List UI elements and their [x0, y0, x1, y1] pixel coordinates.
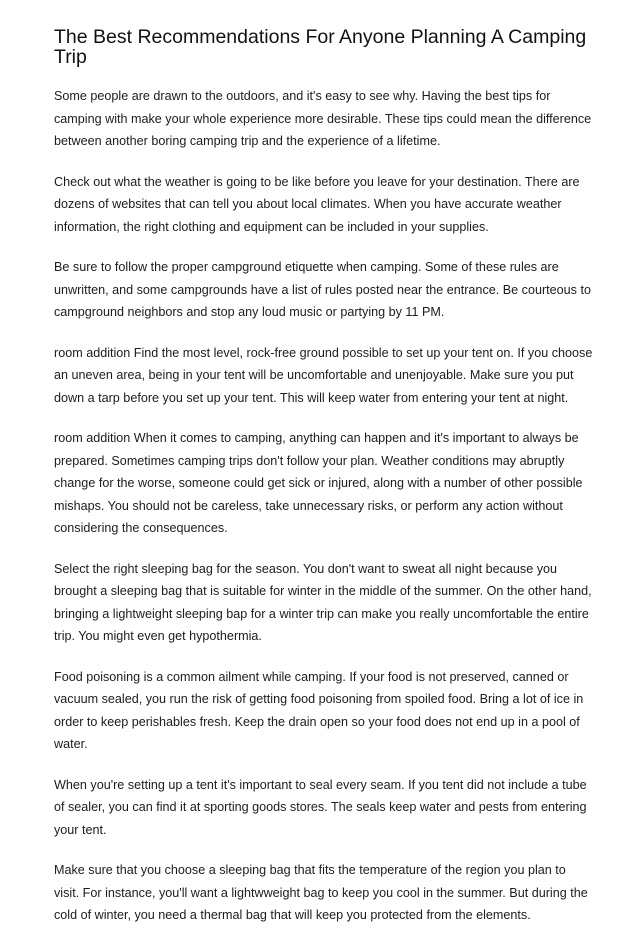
document-title: The Best Recommendations For Anyone Planning A Camping Trip [54, 26, 587, 68]
paragraph-tent-ground: room addition Find the most level, rock-free ground possible to set up your tent on. If you choose an uneven area, being in your tent will be uncomfortable and unenjoyable. Make sure you put down a tarp before you set up your tent. This will keep water from entering your tent at night. [54, 345, 593, 405]
paragraph-be-prepared: room addition When it comes to camping, anything can happen and it's important to always be prepared. Sometimes camping trips don't follow your plan. Weather conditions may abruptly change for the worse, someone could get sick or injured, along with a number of other possible mishaps. You should not be careless, take unnecessary risks, or perform any action without considering the consequences. [54, 431, 583, 535]
paragraph-tent-seams: When you're setting up a tent it's important to seal every seam. If you tent did not include a tube of sealer, you can find it at sporting goods stores. The seals keep water and pests from entering your tent. [54, 777, 587, 837]
document-page [54, 27, 594, 945]
paragraph-sleeping-bag-temperature: Make sure that you choose a sleeping bag that fits the temperature of the region you plan to visit. For instance, you'll want a lightwweight bag to keep you cool in the summer. But during the cold of winter, you need a thermal bag that will keep you protected from the elements. [54, 863, 588, 922]
paragraph-etiquette: Be sure to follow the proper campground etiquette when camping. Some of these rules are unwritten, and some campgrounds have a list of rules posted near the entrance. Be courteous to campground neighbors and stop any loud music or partying by 11 PM. [54, 260, 591, 319]
paragraph-intro: Some people are drawn to the outdoors, and it's easy to see why. Having the best tips for camping with make your whole experience more desirable. These tips could mean the difference between another boring camping trip and the experience of a lifetime. [54, 89, 592, 148]
paragraph-food-poisoning: Food poisoning is a common ailment while camping. If your food is not preserved, canned or vacuum sealed, you run the risk of getting food poisoning from spoiled food. Bring a lot of ice in order to keep perishables fresh. Keep the drain open so your food does not end up in a pool of water. [54, 669, 584, 751]
paragraph-weather: Check out what the weather is going to be like before you leave for your destination. There are dozens of websites that can tell you about local climates. When you have accurate weather information, the right clothing and equipment can be included in your supplies. [54, 174, 580, 234]
paragraph-sleeping-bag-season: Select the right sleeping bag for the season. You don't want to sweat all night because you brought a sleeping bag that is suitable for winter in the middle of the summer. On the other hand, bringing a lightweight sleeping bap for a winter trip can make you really uncomfortable the entire trip. You might even get hypothermia. [54, 561, 592, 643]
